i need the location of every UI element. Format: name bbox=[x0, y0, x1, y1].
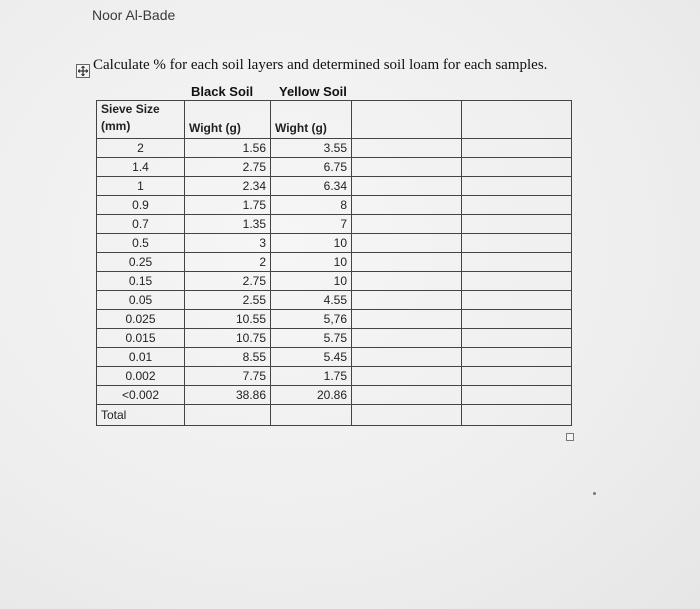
empty-cell[interactable] bbox=[462, 253, 572, 272]
yellow-weight-cell[interactable]: 10 bbox=[271, 253, 352, 272]
black-weight-cell[interactable]: 2 bbox=[185, 253, 271, 272]
empty-cell[interactable] bbox=[352, 348, 462, 367]
black-weight-cell[interactable]: 1.35 bbox=[185, 215, 271, 234]
empty-cell[interactable] bbox=[462, 386, 572, 405]
sieve-size-cell[interactable]: <0.002 bbox=[97, 386, 185, 405]
empty-cell[interactable] bbox=[462, 177, 572, 196]
empty-cell[interactable] bbox=[462, 215, 572, 234]
empty-cell[interactable] bbox=[462, 348, 572, 367]
sieve-size-cell[interactable]: 1 bbox=[97, 177, 185, 196]
total-label[interactable]: Total bbox=[97, 405, 185, 426]
table-row bbox=[97, 386, 572, 405]
yellow-weight-cell[interactable]: 10 bbox=[271, 234, 352, 253]
sieve-header-line2: (mm) bbox=[101, 119, 131, 133]
empty-cell[interactable] bbox=[352, 253, 462, 272]
empty-cell[interactable] bbox=[352, 158, 462, 177]
empty-cell[interactable] bbox=[462, 196, 572, 215]
empty-cell[interactable] bbox=[352, 405, 462, 426]
table-move-handle[interactable] bbox=[76, 64, 90, 78]
empty-cell[interactable] bbox=[352, 215, 462, 234]
table-row bbox=[97, 291, 572, 310]
move-arrows-icon bbox=[78, 66, 88, 76]
empty-cell[interactable] bbox=[352, 367, 462, 386]
empty-cell[interactable] bbox=[462, 367, 572, 386]
sieve-size-cell[interactable]: 2 bbox=[97, 139, 185, 158]
empty-cell[interactable] bbox=[462, 101, 572, 139]
black-weight-cell[interactable]: 1.56 bbox=[185, 139, 271, 158]
table-row bbox=[97, 177, 572, 196]
sieve-size-cell[interactable]: 0.15 bbox=[97, 272, 185, 291]
empty-cell[interactable] bbox=[352, 329, 462, 348]
sieve-size-cell[interactable]: 0.015 bbox=[97, 329, 185, 348]
empty-cell[interactable] bbox=[352, 101, 462, 139]
empty-cell[interactable] bbox=[462, 158, 572, 177]
black-soil-heading: Black Soil bbox=[191, 84, 254, 99]
yellow-weight-cell[interactable]: 5.75 bbox=[271, 329, 352, 348]
black-weight-cell[interactable]: 10.75 bbox=[185, 329, 271, 348]
sieve-size-cell[interactable]: 0.5 bbox=[97, 234, 185, 253]
empty-cell[interactable] bbox=[352, 196, 462, 215]
black-weight-cell[interactable]: 2.34 bbox=[185, 177, 271, 196]
black-weight-cell[interactable]: 8.55 bbox=[185, 348, 271, 367]
yellow-weight-cell[interactable]: 1.75 bbox=[271, 367, 352, 386]
empty-cell[interactable] bbox=[462, 234, 572, 253]
empty-cell[interactable] bbox=[462, 139, 572, 158]
yellow-weight-cell[interactable]: 6.75 bbox=[271, 158, 352, 177]
black-weight-cell[interactable]: 10.55 bbox=[185, 310, 271, 329]
sieve-size-cell[interactable]: 0.05 bbox=[97, 291, 185, 310]
yellow-weight-cell[interactable]: 4.55 bbox=[271, 291, 352, 310]
sieve-size-cell[interactable]: 0.002 bbox=[97, 367, 185, 386]
empty-cell[interactable] bbox=[462, 405, 572, 426]
black-weight-cell[interactable]: 2.75 bbox=[185, 158, 271, 177]
sieve-size-cell[interactable]: 1.4 bbox=[97, 158, 185, 177]
empty-cell[interactable] bbox=[462, 291, 572, 310]
table-row bbox=[97, 139, 572, 158]
black-weight-cell[interactable]: 2.55 bbox=[185, 291, 271, 310]
yellow-weight-cell[interactable]: 3.55 bbox=[271, 139, 352, 158]
yellow-weight-cell[interactable]: 5,76 bbox=[271, 310, 352, 329]
empty-cell[interactable] bbox=[352, 386, 462, 405]
black-weight-cell[interactable]: 38.86 bbox=[185, 386, 271, 405]
black-weight-cell[interactable]: 7.75 bbox=[185, 367, 271, 386]
empty-cell[interactable] bbox=[462, 329, 572, 348]
table-row bbox=[97, 158, 572, 177]
yellow-weight-cell[interactable]: 6.34 bbox=[271, 177, 352, 196]
dust-speck bbox=[593, 492, 596, 495]
empty-cell[interactable] bbox=[352, 310, 462, 329]
sieve-size-cell[interactable]: 0.01 bbox=[97, 348, 185, 367]
table-header-row bbox=[97, 101, 572, 139]
total-row bbox=[97, 405, 572, 426]
black-weight-cell[interactable]: 2.75 bbox=[185, 272, 271, 291]
empty-cell[interactable] bbox=[352, 234, 462, 253]
empty-cell[interactable] bbox=[352, 177, 462, 196]
author-name: Noor Al-Bade bbox=[92, 7, 176, 23]
table-row bbox=[97, 310, 572, 329]
yellow-weight-cell[interactable]: 5.45 bbox=[271, 348, 352, 367]
sieve-size-cell[interactable]: 0.7 bbox=[97, 215, 185, 234]
sieve-size-cell[interactable]: 0.9 bbox=[97, 196, 185, 215]
empty-cell[interactable] bbox=[462, 272, 572, 291]
table-row bbox=[97, 272, 572, 291]
sieve-size-cell[interactable]: 0.025 bbox=[97, 310, 185, 329]
sieve-size-header[interactable] bbox=[97, 101, 185, 139]
yellow-soil-heading: Yellow Soil bbox=[279, 84, 347, 99]
table-resize-handle[interactable] bbox=[566, 433, 574, 441]
black-weight-cell[interactable]: 1.75 bbox=[185, 196, 271, 215]
sieve-header-line1: Sieve Size bbox=[101, 102, 160, 116]
yellow-weight-cell[interactable]: 7 bbox=[271, 215, 352, 234]
sieve-size-cell[interactable]: 0.25 bbox=[97, 253, 185, 272]
empty-cell[interactable] bbox=[352, 291, 462, 310]
yellow-weight-header[interactable]: Wight (g) bbox=[271, 101, 352, 139]
yellow-weight-cell[interactable]: 20.86 bbox=[271, 386, 352, 405]
empty-cell[interactable] bbox=[462, 310, 572, 329]
yellow-weight-cell[interactable]: 8 bbox=[271, 196, 352, 215]
question-instruction: Calculate % for each soil layers and determined soil loam for each samples. bbox=[93, 57, 548, 73]
empty-cell[interactable] bbox=[271, 405, 352, 426]
table-row bbox=[97, 348, 572, 367]
empty-cell[interactable] bbox=[185, 405, 271, 426]
table-row bbox=[97, 329, 572, 348]
empty-cell[interactable] bbox=[352, 139, 462, 158]
table-row bbox=[97, 367, 572, 386]
table-row bbox=[97, 234, 572, 253]
table-row bbox=[97, 196, 572, 215]
yellow-weight-cell[interactable]: 10 bbox=[271, 272, 352, 291]
table-row bbox=[97, 253, 572, 272]
table-row bbox=[97, 215, 572, 234]
black-weight-cell[interactable]: 3 bbox=[185, 234, 271, 253]
empty-cell[interactable] bbox=[352, 272, 462, 291]
black-weight-header[interactable]: Wight (g) bbox=[185, 101, 271, 139]
soil-data-table[interactable] bbox=[96, 100, 572, 426]
